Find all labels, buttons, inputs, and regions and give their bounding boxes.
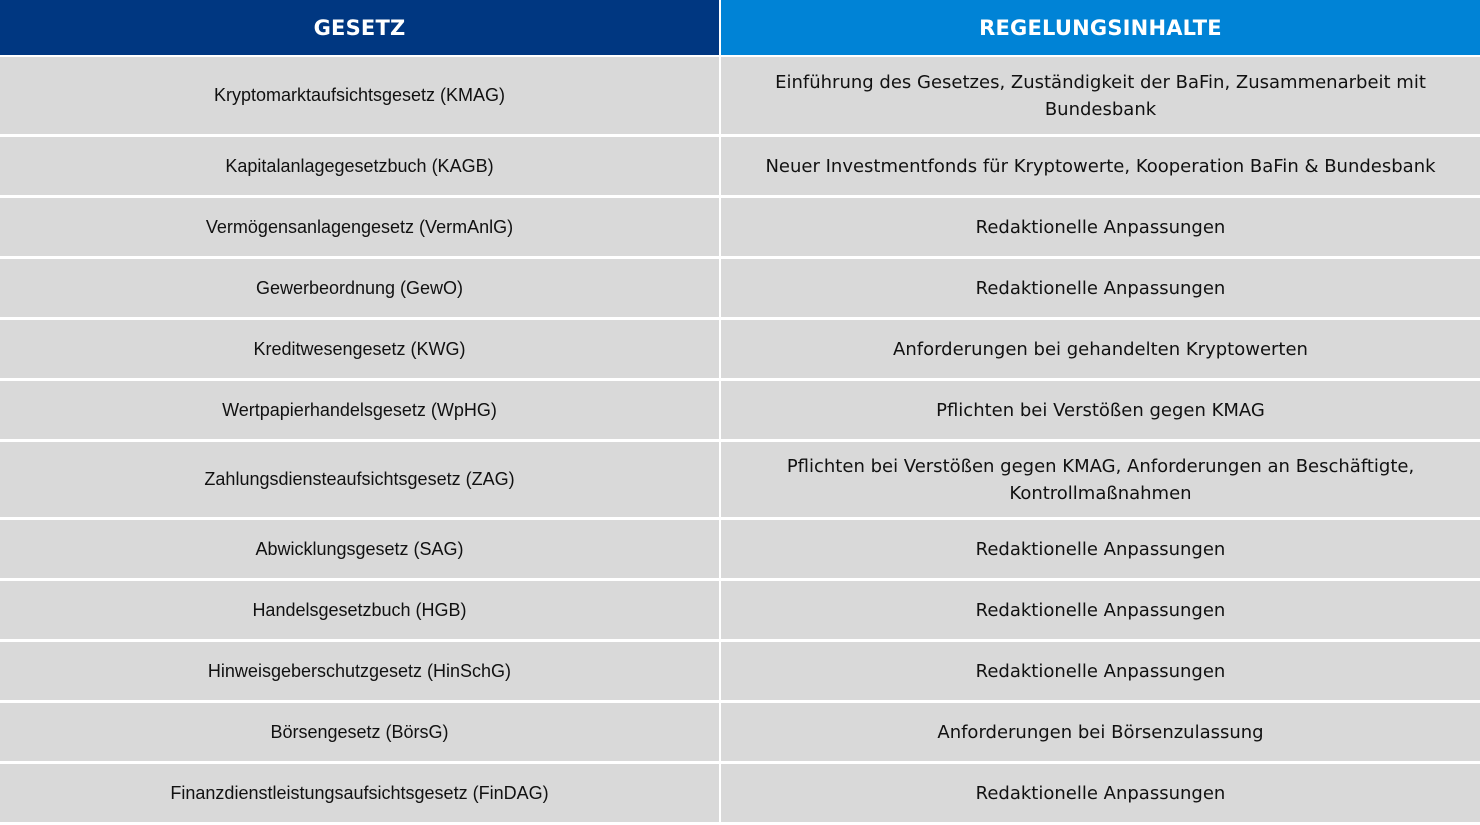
cell-gesetz: Hinweisgeberschutzgesetz (HinSchG) — [0, 642, 719, 700]
cell-inhalt: Redaktionelle Anpassungen — [721, 198, 1480, 256]
cell-gesetz: Kryptomarktaufsichtsgesetz (KMAG) — [0, 57, 719, 134]
cell-inhalt: Anforderungen bei Börsenzulassung — [721, 703, 1480, 761]
cell-inhalt: Redaktionelle Anpassungen — [721, 764, 1480, 822]
cell-inhalt: Redaktionelle Anpassungen — [721, 259, 1480, 317]
cell-gesetz: Börsengesetz (BörsG) — [0, 703, 719, 761]
cell-inhalt: Anforderungen bei gehandelten Kryptowerten — [721, 320, 1480, 378]
cell-inhalt: Redaktionelle Anpassungen — [721, 520, 1480, 578]
cell-gesetz: Handelsgesetzbuch (HGB) — [0, 581, 719, 639]
cell-gesetz: Zahlungsdiensteaufsichtsgesetz (ZAG) — [0, 442, 719, 517]
header-regelungsinhalte: REGELUNGSINHALTE — [721, 0, 1480, 55]
cell-gesetz: Kapitalanlagegesetzbuch (KAGB) — [0, 137, 719, 195]
header-gesetz: GESETZ — [0, 0, 719, 55]
cell-inhalt: Pflichten bei Verstößen gegen KMAG, Anforderungen an Beschäftigte, Kontrollmaßnahmen — [721, 442, 1480, 517]
cell-gesetz: Kreditwesengesetz (KWG) — [0, 320, 719, 378]
cell-inhalt: Pflichten bei Verstößen gegen KMAG — [721, 381, 1480, 439]
cell-gesetz: Gewerbeordnung (GewO) — [0, 259, 719, 317]
cell-inhalt: Redaktionelle Anpassungen — [721, 581, 1480, 639]
cell-gesetz: Abwicklungsgesetz (SAG) — [0, 520, 719, 578]
cell-inhalt: Neuer Investmentfonds für Kryptowerte, Kooperation BaFin & Bundesbank — [721, 137, 1480, 195]
cell-gesetz: Vermögensanlagengesetz (VermAnlG) — [0, 198, 719, 256]
cell-inhalt: Redaktionelle Anpassungen — [721, 642, 1480, 700]
cell-inhalt: Einführung des Gesetzes, Zuständigkeit der BaFin, Zusammenarbeit mit Bundesbank — [721, 57, 1480, 134]
cell-gesetz: Finanzdienstleistungsaufsichtsgesetz (FinDAG) — [0, 764, 719, 822]
cell-gesetz: Wertpapierhandelsgesetz (WpHG) — [0, 381, 719, 439]
